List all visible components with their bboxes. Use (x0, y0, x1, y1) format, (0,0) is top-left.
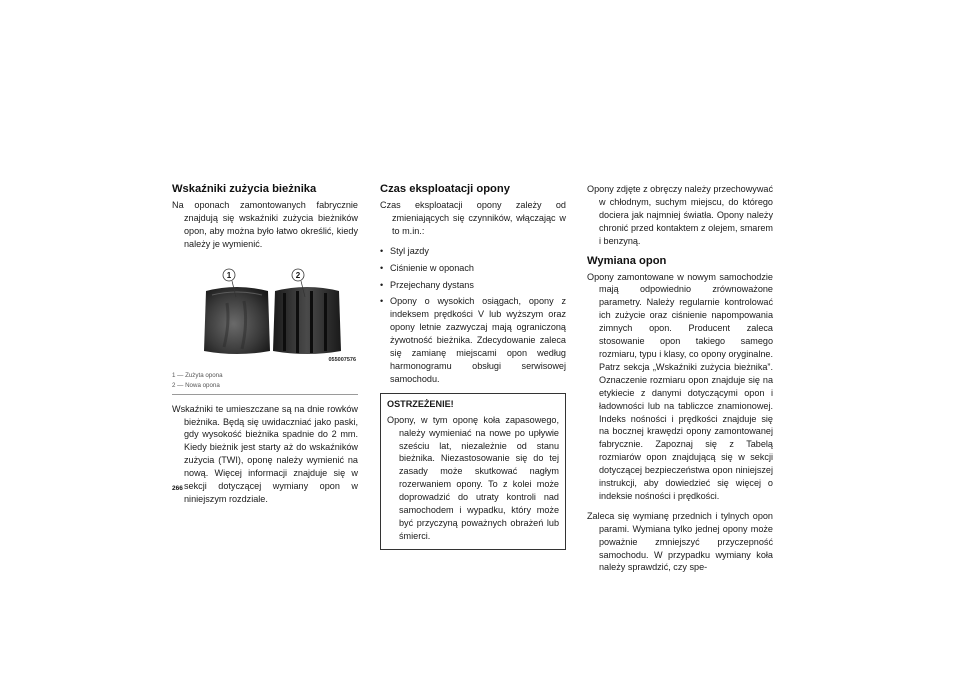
paragraph-replacement-2: Zaleca się wymianę przednich i tylnych opon parami. Wymiana tylko jednej opony może poważnie zmniejszyć przyczepność samochodu. W przypadku wymiany koła należy sprawdzić, czy spe- (587, 510, 773, 573)
page-number: 266 (172, 485, 183, 492)
paragraph-tread-body: Wskaźniki te umieszczane są na dnie rowków bieżnika. Będą się uwidaczniać jako paski, gdy wysokość bieżnika spadnie do 2 mm. Kiedy bieżnik jest starty aż do wskaźników zużycia (TWI), oponę należy wymienić na nową. Więcej informacji znajduje się w sekcji dotyczącej wymiany opon w niniejszym rozdziale. (172, 403, 358, 504)
warning-box (380, 393, 566, 550)
figure-code: 055007576 (328, 356, 356, 363)
column-tire-replacement (587, 183, 773, 581)
paragraph-tire-life-intro: Czas eksploatacji opony zależy od zmieniających się czynników, włączając w to m.in.: (380, 200, 566, 236)
callout-1-label: 1 (226, 270, 232, 280)
column-tire-life (380, 183, 566, 550)
tires-illustration (172, 263, 358, 369)
bullet-icon: • (380, 245, 384, 256)
paragraph-tire-storage: Opony zdjęte z obręczy należy przechowywać w chłodnym, suchym miejscu, do którego dociera jak najmniej światła. Opony należy chronić przed kontaktem z olejem, smarem i benzyną. (587, 184, 774, 246)
paragraph-tread-intro: Na oponach zamontowanych fabrycznie znajdują się wskaźniki zużycia bieżników opon, aby można było łatwo określić, kiedy należy je wymienić. (172, 200, 358, 249)
warning-text: Opony, w tym oponę koła zapasowego, należy wymieniać na nowe po upływie sześciu lat, niezależnie od stanu bieżnika. Niezastosowanie się do tej zasady może skutkować nagłym rozerwaniem opony. To z kolei może doprowadzić do utraty kontroli nad samochodem i wypadku, który może być przyczyną poważnych obrażeń lub śmierci. (387, 414, 559, 541)
heading-tread-indicators: Wskaźniki zużycia bieżnika (172, 183, 317, 195)
column-tread-indicators (172, 183, 358, 513)
tire-life-factors-list (380, 245, 566, 386)
worn-tire-image (204, 287, 270, 354)
paragraph-replacement-1: Opony zamontowane w nowym samochodzie mają odpowiednio zrównoważone parametry. Należy regularnie kontrolować ich zużycie oraz ciśnienie napompowania zimnych opon. Producent zaleca stosowanie opon takiego samego rozmiaru, typu i klasy, co opony oryginalne. Patrz sekcja „Wskaźniki zużycia bieżnika”. Oznaczenie rozmiaru opon znajduje się na etykiecie z danymi dotyczącymi opon i ładowności lub na tabliczce znamionowej. Indeks nośności i prędkości znajduje się na bocznej krawędzi opony zamontowanej fabrycznie. Zapoznaj się z Tabelą rozmiarów opon znajdującą się w sekcji dotyczącej bezpieczeństwa opon niniejszej instrukcji, aby dowiedzieć się więcej o indeksie nośności i prędkości. (587, 271, 773, 501)
heading-tire-replacement: Wymiana opon (587, 254, 667, 267)
tire-wear-figure (172, 263, 358, 369)
warning-title: OSTRZEŻENIE! (387, 398, 454, 409)
legend-item-worn: 1 — Zużyta opona (172, 371, 223, 379)
figure-legend (172, 371, 358, 391)
callout-2-label: 2 (295, 270, 301, 280)
list-item: • Opony o wysokich osiągach, opony z indeksem prędkości V lub wyższym oraz opony letnie zazwyczaj mają ograniczoną żywotność bieżnika. Zdecydowanie zaleca się zamianę miejscami opon według harmonogramu obsługi serwisowej samochodu. (380, 296, 566, 384)
list-item: • Ciśnienie w oponach (380, 262, 474, 273)
new-tire-image (273, 287, 341, 354)
bullet-icon: • (380, 279, 384, 290)
bullet-icon: • (380, 262, 384, 273)
heading-tire-life: Czas eksploatacji opony (380, 183, 510, 195)
legend-item-new: 2 — Nowa opona (172, 381, 220, 389)
legend-divider (172, 394, 358, 395)
list-item: • Przejechany dystans (380, 279, 474, 290)
list-item: • Styl jazdy (380, 245, 429, 256)
bullet-icon: • (380, 296, 384, 307)
